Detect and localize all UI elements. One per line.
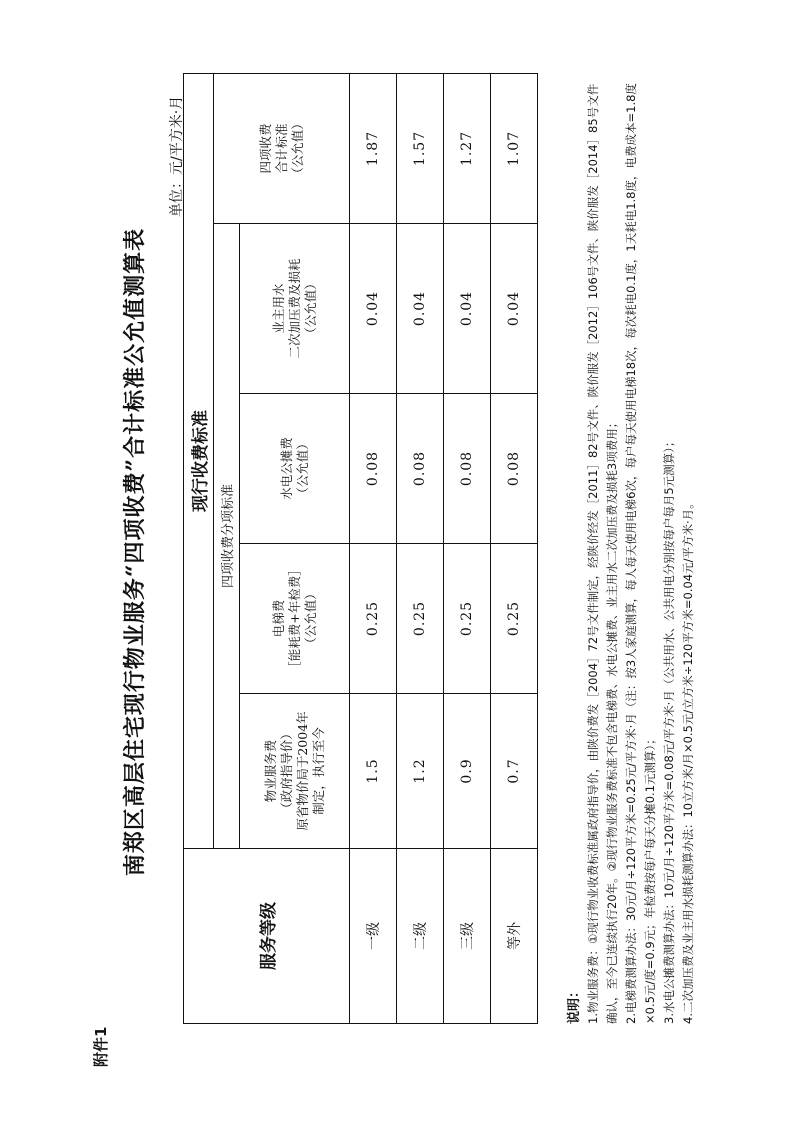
note-item: 2.电梯费测算办法：30元/月÷120平方米=0.25元/平方米·月（注：按3人家庭测算，每人每天使用电梯6次，每户每天使用电梯18次，每次耗电0.1度，1天耗电1.8度，电费成本=1.8度×0.5元/度=0.9元；年检费按每户每天分摊0.1元测算）；: [624, 83, 657, 1024]
header-sub-items: 四项收费分项标准: [214, 224, 240, 849]
cell-water: 0.08: [350, 394, 397, 544]
cell-property: 0.9: [444, 694, 491, 849]
header-current-standard: 现行收费标准: [184, 73, 214, 848]
cell-property: 0.7: [491, 694, 538, 849]
cell-total: 1.27: [444, 73, 491, 223]
header-col-total: 四项收费 合计标准 （公允值）: [214, 73, 350, 223]
cell-elevator: 0.25: [491, 544, 538, 694]
unit-label: 单位：元/平方米·月: [169, 95, 185, 217]
cell-total: 1.07: [491, 73, 538, 223]
cell-water: 0.08: [444, 394, 491, 544]
attachment-label: 附件1: [92, 1026, 110, 1067]
table-row: [350, 73, 397, 1023]
cell-total: 1.57: [397, 73, 444, 223]
document-title: 南郑区高层住宅现行物业服务“四项收费”合计标准公允值测算表: [122, 227, 148, 877]
cell-grade: 三级: [444, 849, 491, 1024]
cell-elevator: 0.25: [350, 544, 397, 694]
note-item: 4.二次加压费及业主用水损耗测算办法：10立方米/月×0.5元/立方米÷120平方米=0.04元/平方米·月。: [681, 497, 695, 1024]
cell-water: 0.08: [491, 394, 538, 544]
cell-grade: 二级: [397, 849, 444, 1024]
cell-pressure: 0.04: [444, 224, 491, 394]
cell-pressure: 0.04: [350, 224, 397, 394]
notes-section: [565, 74, 698, 1024]
cell-total: 1.87: [350, 73, 397, 223]
cell-property: 1.2: [397, 694, 444, 849]
notes-label: 说明：: [567, 984, 582, 1024]
cell-pressure: 0.04: [397, 224, 444, 394]
header-col-pressure: 业主用水 二次加压费及损耗 （公允值）: [240, 224, 350, 394]
fee-standard-table: [183, 73, 538, 1024]
cell-water: 0.08: [397, 394, 444, 544]
cell-pressure: 0.04: [491, 224, 538, 394]
cell-property: 1.5: [350, 694, 397, 849]
table-row: [491, 73, 538, 1023]
header-col-elevator: 电梯费 ［能耗费+年检费］ （公允值）: [240, 544, 350, 694]
cell-grade: 等外: [491, 849, 538, 1024]
table-row: [397, 73, 444, 1023]
note-item: 3.水电公摊费测算办法：10元/月÷120平方米=0.08元/平方米·月（公共用水、公共用电分别按每户每月5元测算）；: [662, 435, 676, 1024]
header-service-grade: 服务等级: [184, 849, 350, 1024]
header-col-property: 物业服务费 （政府指导价） 原省物价局于2004年 制定，执行至今: [240, 694, 350, 849]
header-col-water: 水电公摊费 （公允值）: [240, 394, 350, 544]
cell-grade: 一级: [350, 849, 397, 1024]
note-item: 1.物业服务费：①现行物业收费标准属政府指导价，由陕价费发［2004］72号文件制定，经陕价经发［2011］82号文件、陕价服发［2012］106号文件、陕价服发［2014］85号文件确认，至今已连续执行20年。②现行物业服务费标准不包含电梯费、水电公摊费、业主用水二次加压费及损耗3项费用；: [586, 83, 619, 1024]
cell-elevator: 0.25: [397, 544, 444, 694]
cell-elevator: 0.25: [444, 544, 491, 694]
table-row: [444, 73, 491, 1023]
